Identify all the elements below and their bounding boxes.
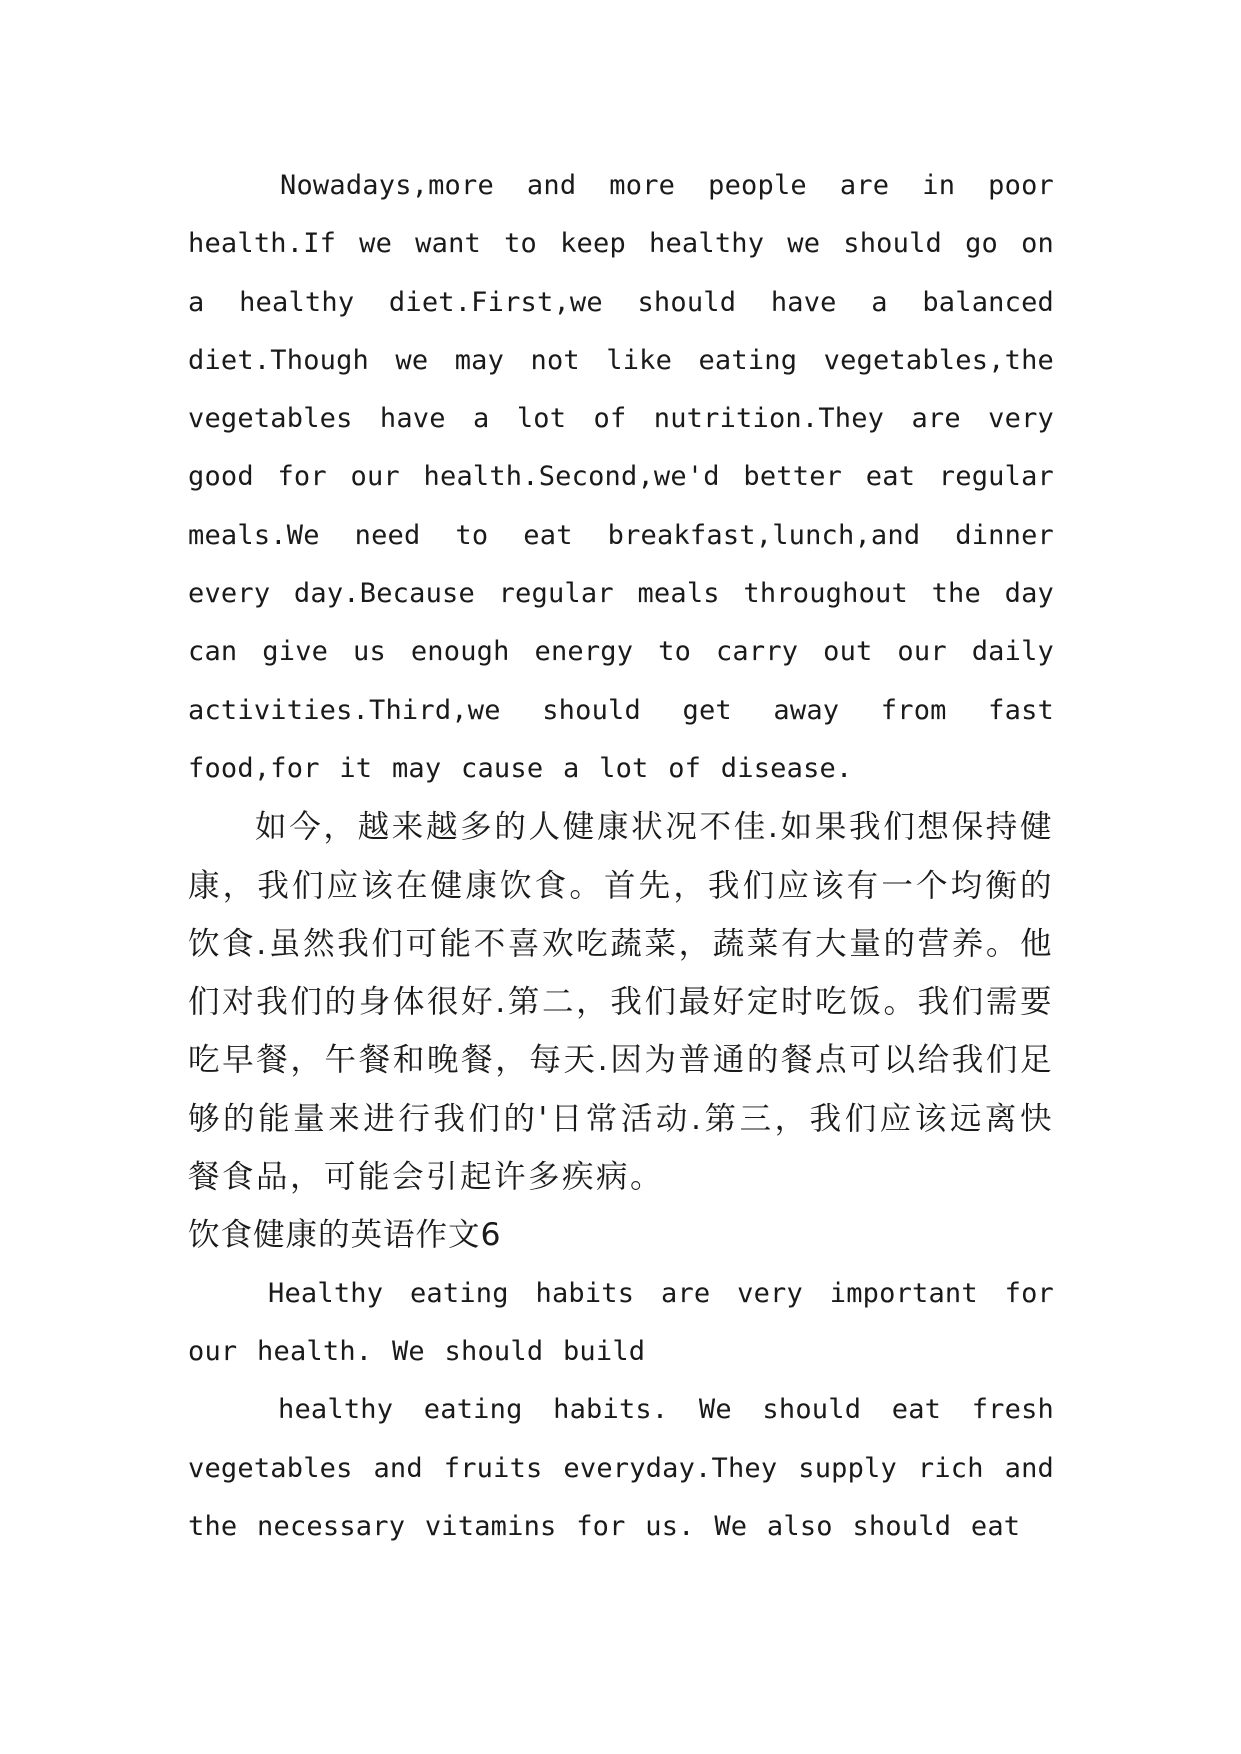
document-body — [188, 157, 1054, 1556]
english-paragraph-3: healthy eating habits. We should eat fresh vegetables and fruits everyday.They supply rich and the necessary vitamins for us. We also should eat — [188, 1394, 1054, 1542]
chinese-paragraph: 如今，越来越多的人健康状况不佳.如果我们想保持健康，我们应该在健康饮食。首先，我们应该有一个均衡的饮食.虽然我们可能不喜欢吃蔬菜，蔬菜有大量的营养。他们对我们的身体很好.第二，我们最好定时吃饭。我们需要吃早餐，午餐和晚餐，每天.因为普通的餐点可以给我们足够的能量来进行我们的'日常活动.第三，我们应该远离快餐食品，可能会引起许多疾病。 — [188, 809, 1054, 1196]
english-paragraph-1: Nowadays,more and more people are in poor health.If we want to keep healthy we should go on a healthy diet.First,we should have a balanced diet.Though we may not like eating vegetables,the vegetables have a lot of nutrition.They are very good for our health.Second,we'd better eat regular meals.We need to eat breakfast,lunch,and dinner every day.Because regular meals throughout the day can give us enough energy to carry out our daily activities.Third,we should get away from fast food,for it may cause a lot of disease. — [188, 170, 1054, 784]
english-paragraph-2: Healthy eating habits are very important for our health. We should build — [188, 1277, 1054, 1367]
section-heading: 饮食健康的英语作文6 — [188, 1217, 502, 1254]
